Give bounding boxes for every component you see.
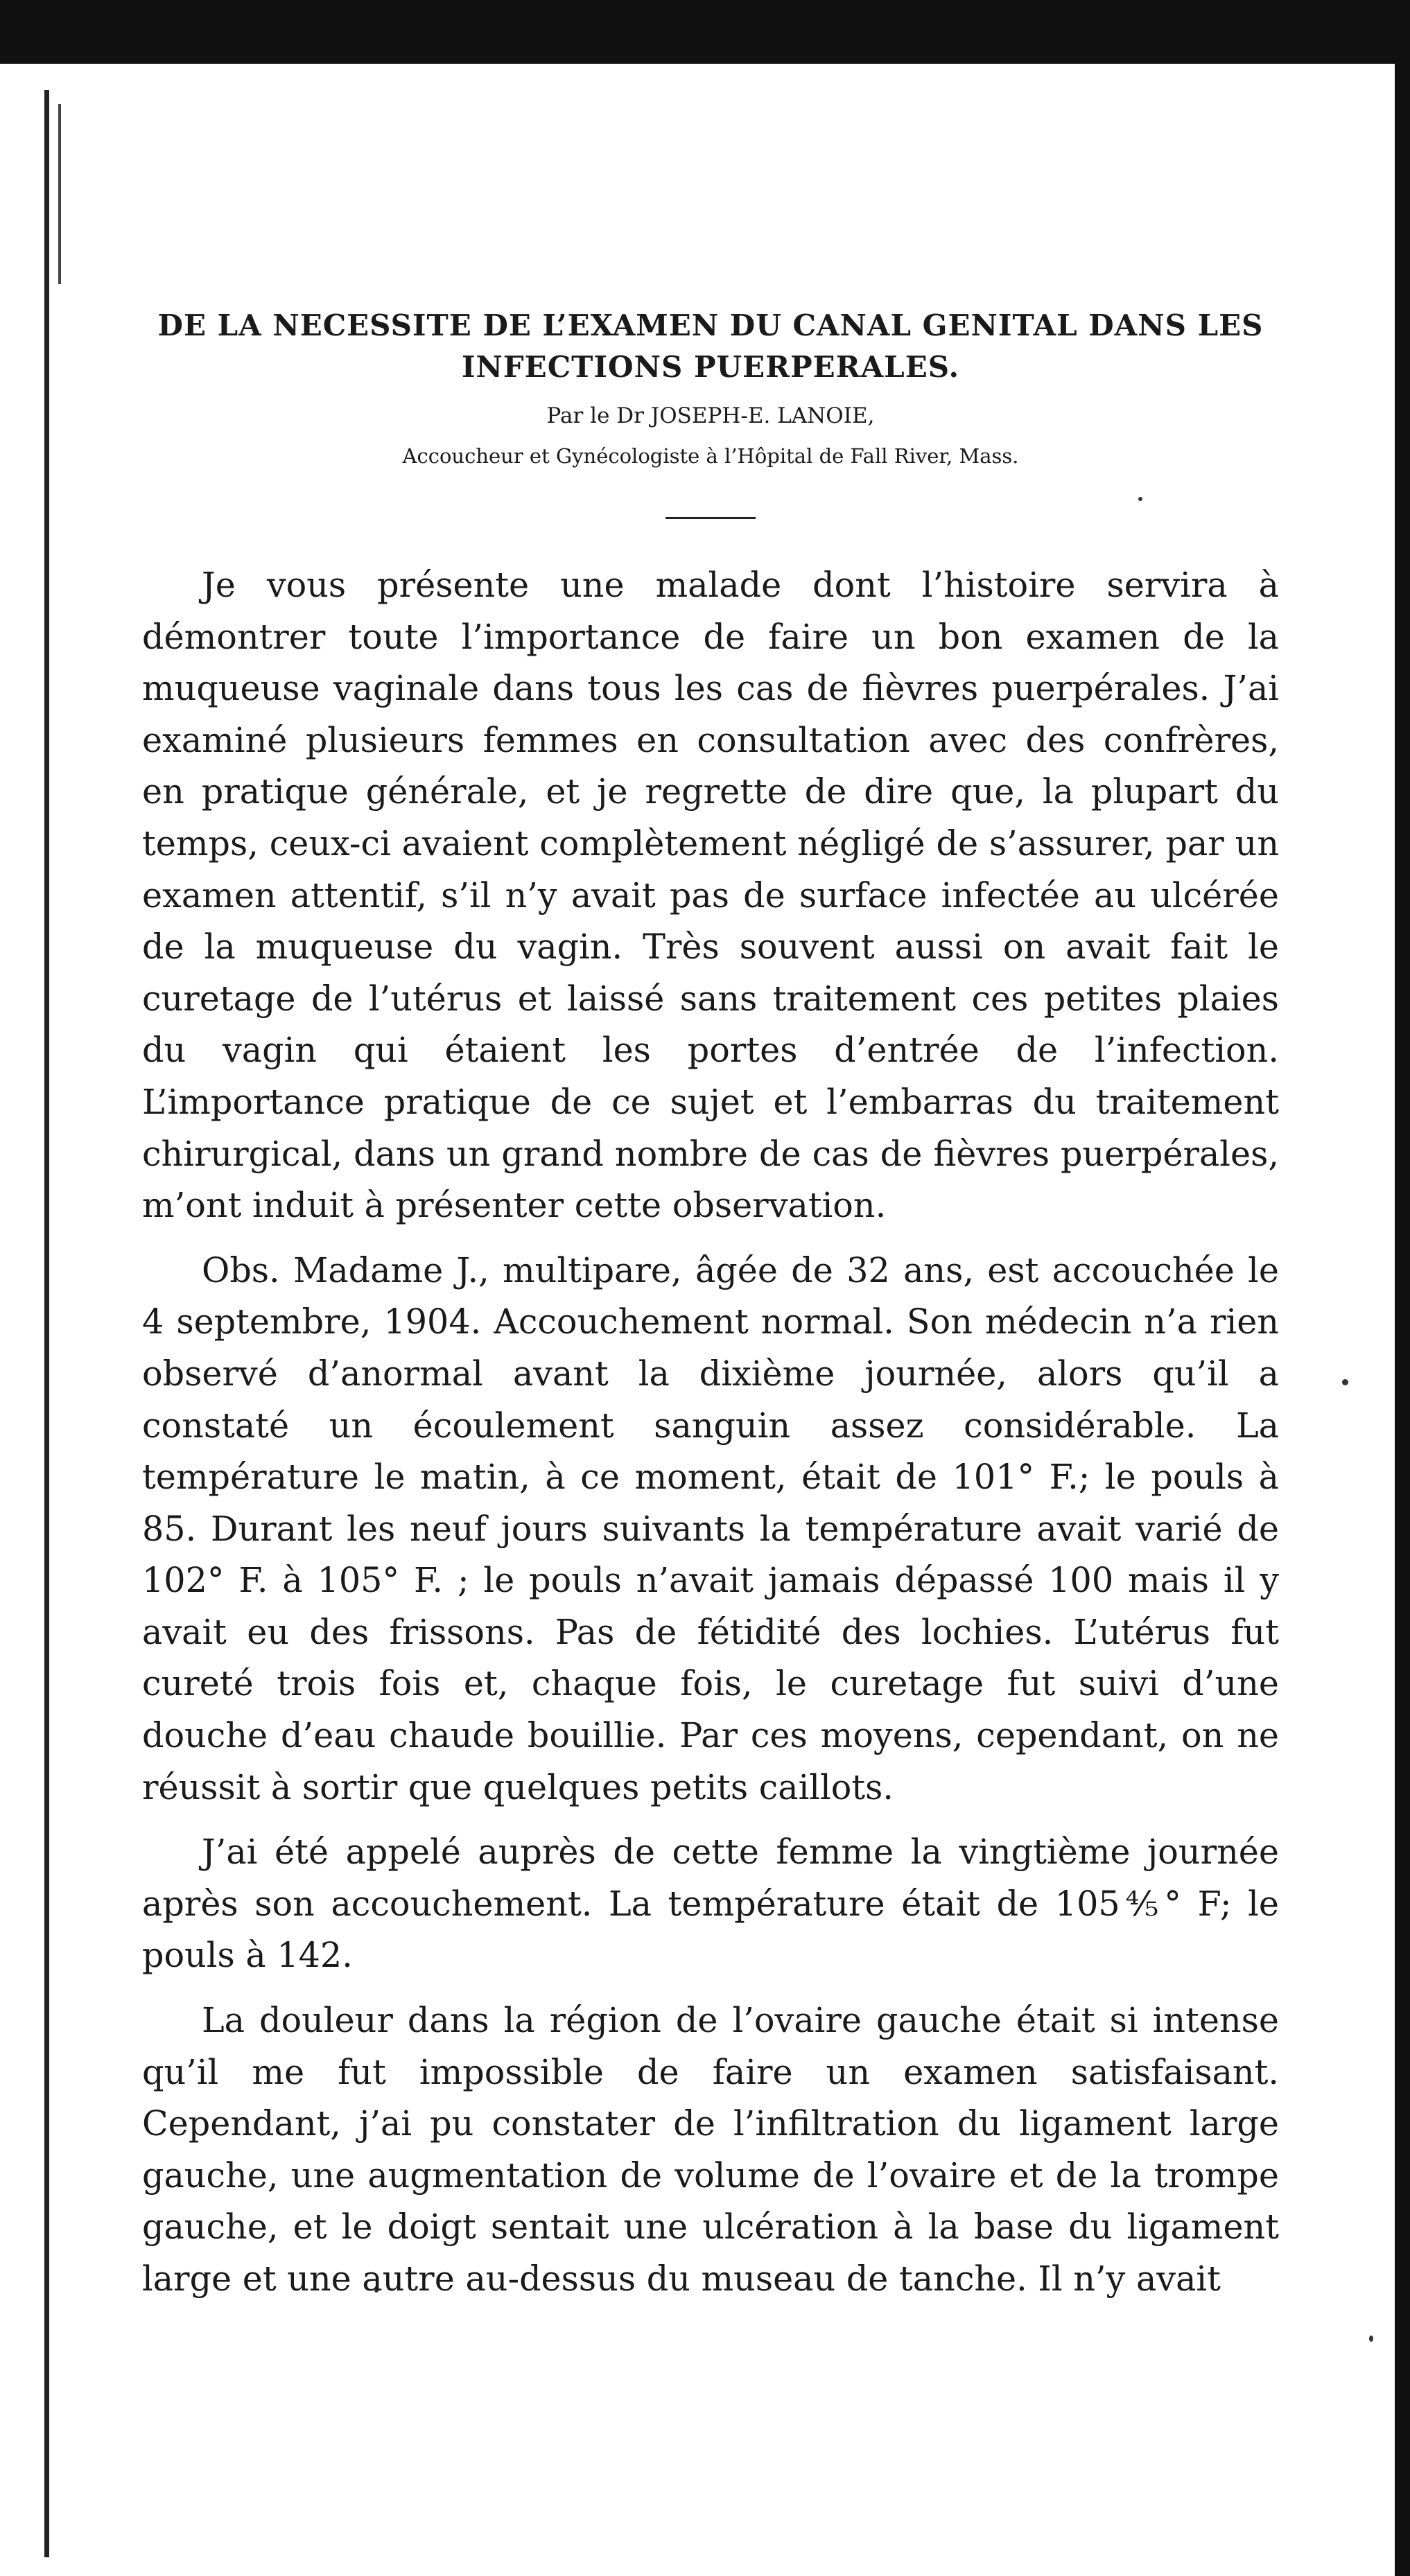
article-title [142, 305, 1279, 388]
article-title-line-2: INFECTIONS PUERPERALES. [461, 350, 960, 384]
author-affiliation: Accoucheur et Gynécologiste à l’Hôpital de Fall River, Mass. [402, 444, 1019, 468]
scan-left-edge [44, 90, 49, 2557]
article-title-line-1: DE LA NECESSITE DE L’EXAMEN DU CANAL GENITAL DANS LES [157, 308, 1264, 342]
document-page [142, 305, 1279, 2318]
paragraph-observation: Obs. Madame J., multipare, âgée de 32 ans, est accouchée le 4 septembre, 1904. Accouchement normal. Son médecin n’a rien observé d’anormal avant la dixième journée, alors qu’il a constaté un écoulement sanguin assez considérable. La température le matin, à ce moment, était de 101° F.; le pouls à 85. Durant les neuf jours suivants la température avait varié de 102° F. à 105° F. ; le pouls n’avait jamais dépassé 100 mais il y avait eu des frissons. Pas de fétidité des lochies. L’utérus fut cureté trois fois et, chaque fois, le curetage fut suivi d’une douche d’eau chaude bouillie. Par ces moyens, cependant, on ne réussit à sortir que quelques petits caillots. [142, 1250, 1279, 1807]
scan-top-border [0, 0, 1410, 64]
author-line: Par le Dr JOSEPH-E. LANOIE, [546, 403, 875, 428]
paragraph-intro: Je vous présente une malade dont l’histoire servira à démontrer toute l’importance de faire un bon examen de la muqueuse vaginale dans tous les cas de fièvres puerpérales. J’ai examiné plusieurs femmes en consultation avec des confrères, en pratique générale, et je regrette de dire que, la plupart du temps, ceux-ci avaient complètement négligé de s’assurer, par un examen attentif, s’il n’y avait pas de surface infectée au ulcérée de la muqueuse du vagin. Très souvent aussi on avait fait le curetage de l’utérus et laissé sans traitement ces petites plaies du vagin qui étaient les portes d’entrée de l’infection. L’importance pratique de ce sujet et l’embarras du traitement chirurgical, dans un grand nombre de cas de fièvres puerpérales, m’ont induit à présenter cette observation. [142, 565, 1279, 1226]
paragraph-examination: La douleur dans la région de l’ovaire gauche était si intense qu’il me fut impossible de faire un examen satisfaisant. Cependant, j’ai pu constater de l’infiltration du ligament large gauche, une augmentation de volume de l’ovaire et de la trompe gauche, et le doigt sentait une ulcération à la base du ligament large et une autre au-dessus du museau de tanche. Il n’y avait [142, 2000, 1279, 2299]
paragraph-visit: J’ai été appelé auprès de cette femme la vingtième journée après son accouchement. La température était de 105⅘° F; le pouls à 142. [142, 1832, 1279, 1976]
scan-speck [1369, 2336, 1373, 2342]
scan-left-mark [58, 104, 61, 284]
title-divider [665, 517, 756, 519]
scan-right-border [1395, 0, 1410, 2576]
scan-speck [1342, 1379, 1348, 1385]
